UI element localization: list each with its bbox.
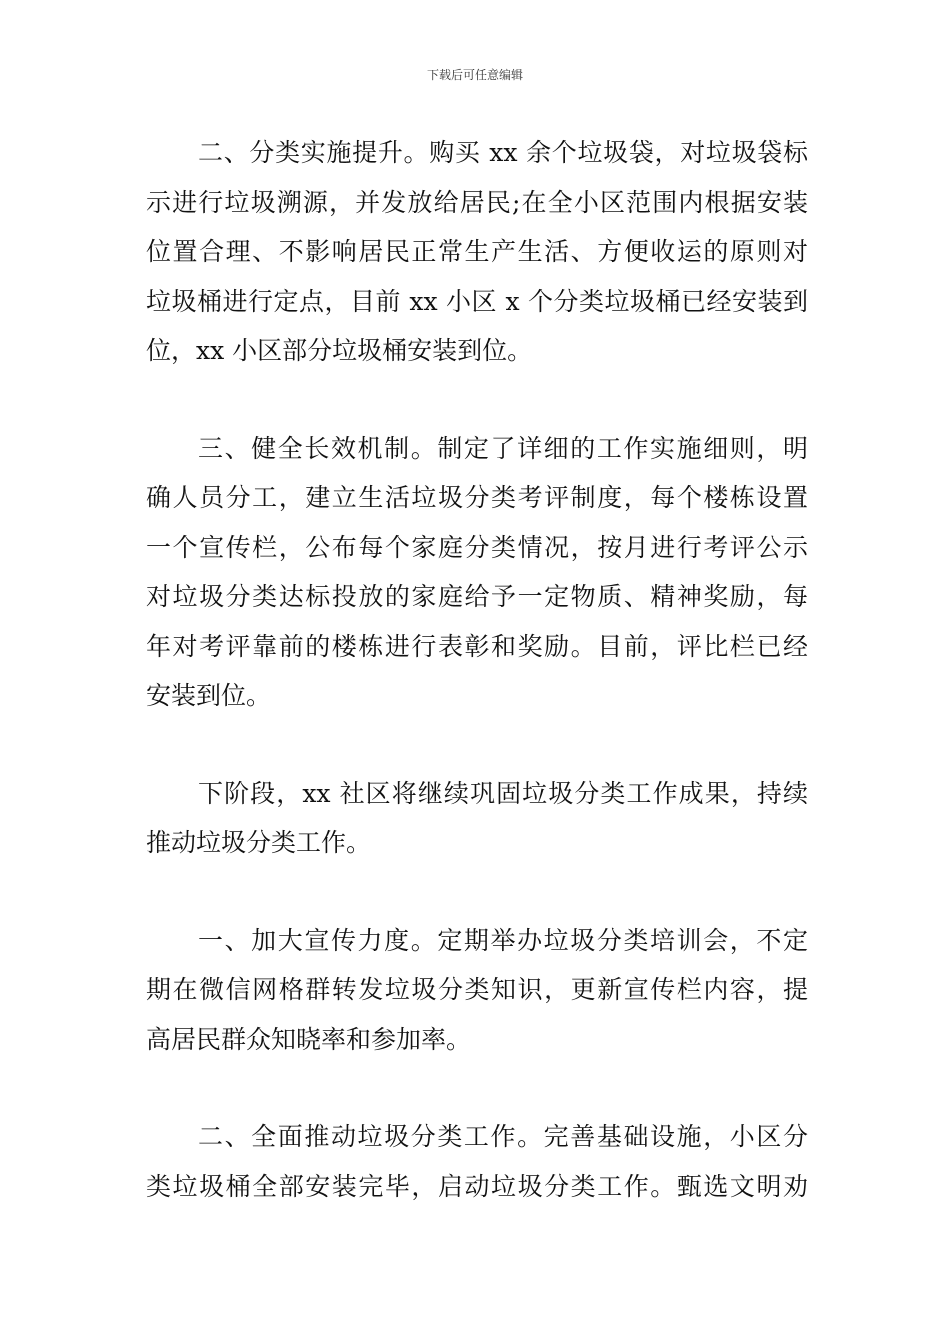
text-line: 推动垃圾分类工作。 xyxy=(146,828,372,857)
text-line: 一个宣传栏，公布每个家庭分类情况，按月进行考评公示 xyxy=(146,532,808,562)
text-line: 确人员分工，建立生活垃圾分类考评制度，每个楼栋设置 xyxy=(146,483,808,512)
paragraph-next-stage xyxy=(146,769,808,868)
text-line: 一、加大宣传力度。定期举办垃圾分类培训会，不定 xyxy=(198,925,808,955)
text-line: 示进行垃圾溯源，并发放给居民;在全小区范围内根据安装 xyxy=(146,187,808,217)
text-line: 三、健全长效机制。制定了详细的工作实施细则，明 xyxy=(198,433,808,463)
paragraph-full-promotion xyxy=(146,1112,808,1211)
text-line: 垃圾桶进行定点，目前 xx 小区 x 个分类垃圾桶已经安装到 xyxy=(146,286,808,316)
text-line: 期在微信网格群转发垃圾分类知识，更新宣传栏内容，提 xyxy=(146,975,808,1004)
page-header-note: 下载后可任意编辑 xyxy=(426,68,523,82)
text-line: 对垃圾分类达标投放的家庭给予一定物质、精神奖励，每 xyxy=(146,582,808,611)
text-line: 二、全面推动垃圾分类工作。完善基础设施，小区分 xyxy=(198,1122,808,1151)
document-body xyxy=(146,128,808,1259)
text-line: 安装到位。 xyxy=(146,681,272,710)
paragraph-sorting-implementation xyxy=(146,128,808,376)
text-line: 类垃圾桶全部安装完毕，启动垃圾分类工作。甄选文明劝 xyxy=(146,1171,808,1201)
text-line: 位，xx 小区部分垃圾桶安装到位。 xyxy=(146,336,533,365)
text-line: 年对考评靠前的楼栋进行表彰和奖励。目前，评比栏已经 xyxy=(146,631,808,661)
text-line: 下阶段，xx 社区将继续巩固垃圾分类工作成果，持续 xyxy=(198,778,808,808)
text-line: 位置合理、不影响居民正常生产生活、方便收运的原则对 xyxy=(146,237,808,266)
paragraph-long-term-mechanism xyxy=(146,424,808,721)
text-line: 二、分类实施提升。购买 xx 余个垃圾袋，对垃圾袋标 xyxy=(198,138,808,167)
paragraph-publicity xyxy=(146,916,808,1065)
text-line: 高居民群众知晓率和参加率。 xyxy=(146,1024,472,1054)
